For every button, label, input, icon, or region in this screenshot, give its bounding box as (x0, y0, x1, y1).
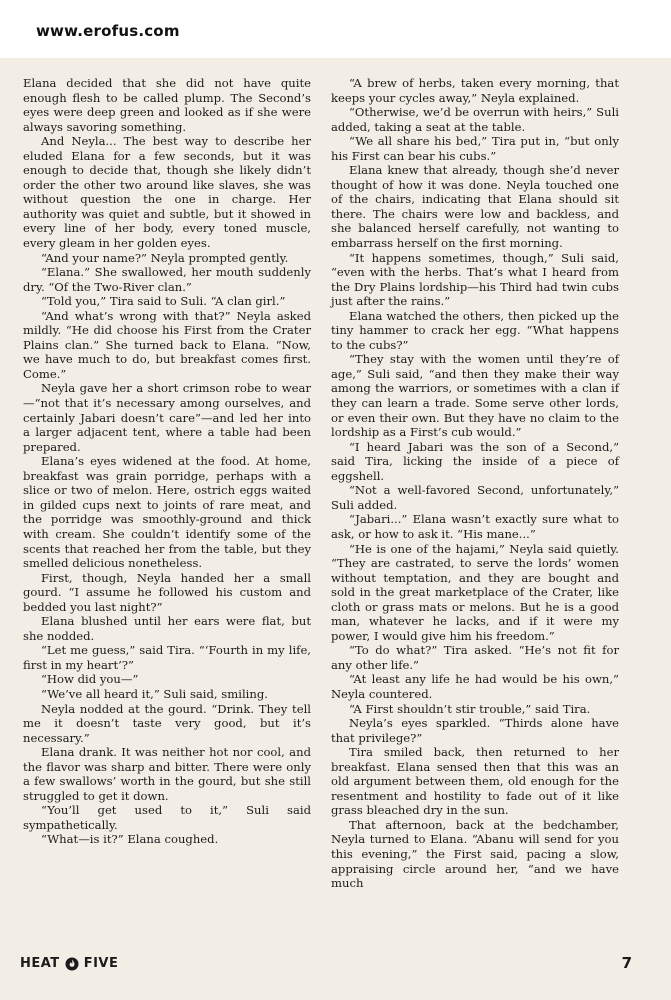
page-number: 7 (621, 954, 632, 972)
paragraph: “To do what?” Tira asked. “He’s not fit for any other life.” (331, 643, 619, 672)
paragraph: And Neyla... The best way to describe her eluded Elana for a few seconds, but it was enough to decide that, though she likely didn’t order the other two around like slaves, she was without question the one in charge. Her authority was quiet and subtle, but it showed in every line of her body, every toned muscle, every gleam in her golden eyes. (23, 134, 311, 251)
paragraph: “I heard Jabari was the son of a Second,” said Tira, licking the inside of a piece of eggshell. (331, 439, 619, 483)
paragraph: “He is one of the hajami,” Neyla said quietly. “They are castrated, to serve the lords’ women without temptation, and they are bought and sold in the great marketplace of the Crater, like cloth or grass mats or melons. But he is a good man, whatever he lacks, and if it were my power, I would give him his freedom.” (331, 541, 619, 643)
paragraph: “And your name?” Neyla prompted gently. (41, 250, 289, 265)
paragraph: “They stay with the women until they’re of age,” Suli said, “and then they make their way among the warriors, or sometimes with a clan if they can learn a trade. Some serve other lords, or even their own. But they have no claim to the lordship as a First’s cub would.” (331, 352, 619, 440)
paragraph: “Told you,” Tira said to Suli. “A clan girl.” (41, 294, 286, 309)
paragraph: Elana watched the others, then picked up the tiny hammer to crack her egg. “What happens to the cubs?” (331, 308, 619, 352)
paragraph: Elana’s eyes widened at the food. At home, breakfast was grain porridge, perhaps with a slice or two of melon. Here, ostrich eggs waited in gilded cups next to joints of rare meat, and the porridge was smoothly-ground and thick with cream. She couldn’t identify some of the scents that reached her from the table, but they smelled delicious nonetheless. (23, 454, 311, 571)
paragraph: “Let me guess,” said Tira. “‘Fourth in my life, first in my heart’?” (23, 643, 311, 672)
paragraph: Elana blushed until her ears were flat, but she nodded. (23, 614, 311, 643)
left-column (23, 76, 311, 847)
paragraph: That afternoon, back at the bedchamber, Neyla turned to Elana. “Abanu will send for you this evening,” the First said, pacing a slow, appraising circle around her, “and we have much (331, 817, 619, 891)
brand-left-text: HEAT (20, 956, 60, 971)
paragraph: “A First shouldn’t stir trouble,” said Tira. (349, 701, 591, 716)
paragraph: “A brew of herbs, taken every morning, that keeps your cycles away,” Neyla explained. (331, 76, 619, 105)
paragraph: “Jabari...” Elana wasn’t exactly sure what to ask, or how to ask it. “His mane...” (331, 512, 619, 541)
brand-right-text: FIVE (83, 956, 119, 971)
page-footer (20, 956, 640, 976)
paragraph: Elana decided that she did not have quite enough flesh to be called plump. The Second’s eyes were deep green and looked as if she were always savoring something. (23, 76, 311, 134)
paragraph: Elana drank. It was neither hot nor cool, and the flavor was sharp and bitter. There were only a few swallows’ worth in the gourd, but she still struggled to get it down. (23, 745, 311, 803)
paragraph: “We all share his bed,” Tira put in, “but only his First can bear his cubs.” (331, 134, 619, 163)
paragraph: “It happens sometimes, though,” Suli said, “even with the herbs. That’s what I heard from the Dry Plains lordship—his Third had twin cubs just after the rains.” (331, 250, 619, 309)
paragraph: “At least any life he had would be his own,” Neyla countered. (331, 672, 619, 701)
paragraph: Elana knew that already, though she’d never thought of how it was done. Neyla touched one of the chairs, indicating that Elana should sit there. The chairs were low and backless, and she balanced herself carefully, not wanting to embarrass herself on the first morning. (331, 163, 619, 251)
paragraph: “And what’s wrong with that?” Neyla asked mildly. “He did choose his First from the Crater Plains clan.” She turned back to Elana. “Now, we have much to do, but breakfast comes first. Come.” (23, 308, 311, 381)
right-column (331, 76, 619, 891)
series-brand (20, 956, 118, 971)
paragraph: “Elana.” She swallowed, her mouth suddenly dry. “Of the Two-River clan.” (23, 265, 311, 294)
paragraph: “You’ll get used to it,” Suli said sympathetically. (23, 803, 311, 832)
paragraph: Tira smiled back, then returned to her breakfast. Elana sensed then that this was an old argument between them, old enough for the resentment and hostility to fade out of it like grass bleached dry in the sun. (331, 745, 619, 818)
watermark-bar (0, 0, 671, 58)
paragraph: “Otherwise, we’d be overrun with heirs,” Suli added, taking a seat at the table. (331, 105, 619, 134)
flame-emblem-icon (65, 957, 79, 971)
paragraph: Neyla’s eyes sparkled. “Thirds alone have that privilege?” (331, 716, 619, 745)
book-page (0, 58, 671, 1000)
paragraph: First, though, Neyla handed her a small gourd. “I assume he followed his custom and bedded you last night?” (23, 570, 311, 614)
paragraph: “What—is it?” Elana coughed. (41, 832, 219, 847)
paragraph: “We’ve all heard it,” Suli said, smiling. (41, 686, 268, 701)
watermark-text: www.erofus.com (36, 22, 180, 40)
paragraph: Neyla nodded at the gourd. “Drink. They tell me it doesn’t taste very good, but it’s necessary.” (23, 701, 311, 745)
paragraph: “Not a well-favored Second, unfortunately,” Suli added. (331, 483, 619, 512)
paragraph: Neyla gave her a short crimson robe to wear—“not that it’s necessary among ourselves, and certainly Jabari doesn’t care”—and led her into a larger adjacent tent, where a table had been prepared. (23, 381, 311, 454)
paragraph: “How did you—” (41, 672, 139, 687)
